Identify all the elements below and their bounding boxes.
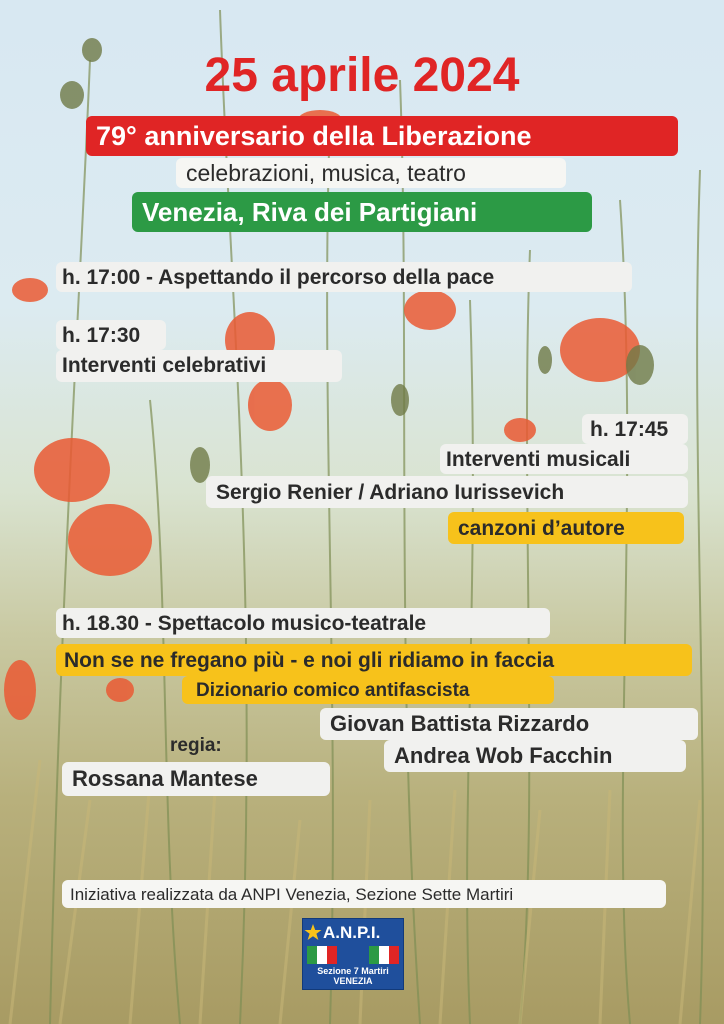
program-item-3-time: h. 17:45 [582, 414, 688, 444]
organizer-credit: Iniziativa realizzata da ANPI Venezia, Sezione Sette Martiri [62, 880, 666, 908]
logo-city: VENEZIA [333, 976, 373, 986]
actor-1: Giovan Battista Rizzardo [320, 708, 698, 740]
subtitle-banner: celebrazioni, musica, teatro [176, 158, 566, 188]
program-item-3-performers: Sergio Renier / Adriano Iurissevich [206, 476, 688, 508]
star-icon [305, 924, 322, 940]
event-date-title: 25 aprile 2024 [204, 49, 520, 102]
program-item-3-genre: canzoni d’autore [448, 512, 684, 544]
show-title: Non se ne fregano più - e noi gli ridiamo in faccia [56, 644, 692, 676]
logo-title: A.N.P.I. [323, 923, 381, 942]
italian-flag-stripes [307, 946, 399, 964]
direction-label: regia: [170, 735, 222, 756]
anniversary-banner: 79° anniversario della Liberazione [86, 116, 678, 156]
program-item-2-title: Interventi celebrativi [56, 350, 342, 382]
logo-section: Sezione 7 Martiri [317, 966, 389, 976]
anpi-logo [302, 918, 404, 990]
show-subtitle: Dizionario comico antifascista [182, 676, 554, 704]
location-banner: Venezia, Riva dei Partigiani [132, 192, 592, 232]
program-item-2-time: h. 17:30 [56, 320, 166, 350]
program-item-1: h. 17:00 - Aspettando il percorso della pace [56, 262, 632, 292]
director-name: Rossana Mantese [62, 762, 330, 796]
program-item-3-title: Interventi musicali [440, 444, 688, 474]
actor-2: Andrea Wob Facchin [384, 740, 686, 772]
program-item-4: h. 18.30 - Spettacolo musico-teatrale [56, 608, 550, 638]
